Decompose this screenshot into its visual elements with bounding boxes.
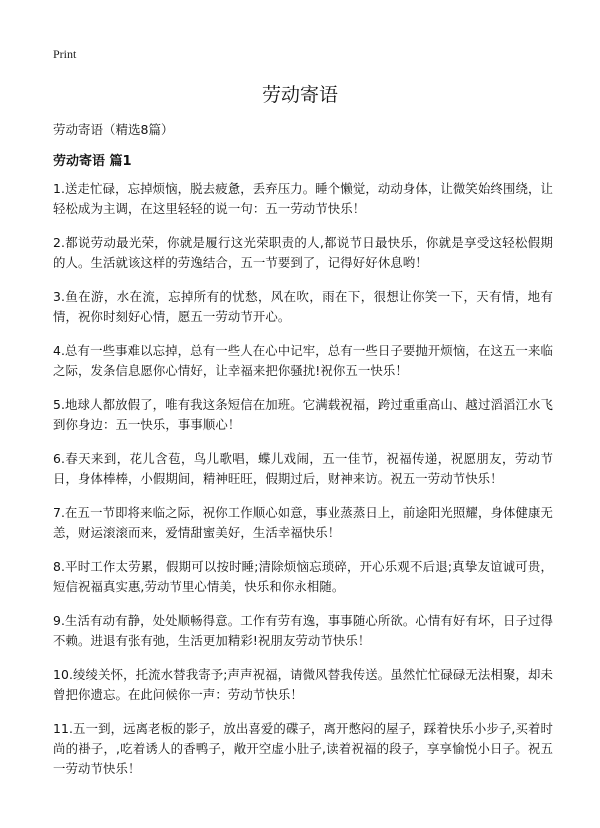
paragraph-2: 2.都说劳动最光荣，你就是履行这光荣职责的人,都说节日最快乐，你就是享受这轻松假期的人。生活就该这样的劳逸结合，五一节要到了，记得好好休息哟！ (53, 235, 553, 270)
paragraph-4: 4.总有一些事难以忘掉，总有一些人在心中记牢，总有一些日子要抛开烦恼，在这五一来临之际，发条信息愿你心情好，让幸福来把你骚扰!祝你五一快乐！ (53, 343, 553, 378)
paragraph-11: 11.五一到，远离老板的影子，放出喜爱的碟子，离开憋闷的屋子，踩着快乐小步子,买着时尚的褂子，,吃着诱人的香鸭子，敞开空虚小肚子,读着祝福的段子，享享愉悦小日子。祝五一劳动节快乐！ (53, 721, 553, 776)
paragraph-10: 10.绫绫关怀，托流水替我寄予;声声祝福，请微风替我传送。虽然忙忙碌碌无法相聚，却未曾把你遗忘。在此问候你一声：劳动节快乐！ (53, 667, 553, 702)
paragraph-6: 6.春天来到，花儿含苞，鸟儿歌唱，蝶儿戏闹，五一佳节，祝福传递，祝愿朋友，劳动节日，身体棒棒，小假期间，精神旺旺，假期过后，财神来访。祝五一劳动节快乐！ (53, 451, 553, 486)
paragraph-3: 3.鱼在游，水在流，忘掉所有的忧愁，风在吹，雨在下，很想让你笑一下，天有情，地有情，祝你时刻好心情，愿五一劳动节开心。 (53, 289, 553, 324)
paragraph-9: 9.生活有动有静，处处顺畅得意。工作有劳有逸，事事随心所欲。心情有好有坏，日子过得不赖。进退有张有弛，生活更加精彩!祝朋友劳动节快乐！ (53, 613, 553, 648)
paragraph-7: 7.在五一节即将来临之际，祝你工作顺心如意，事业蒸蒸日上，前途阳光照耀，身体健康无恙，财运滚滚而来，爱情甜蜜美好，生活幸福快乐！ (53, 505, 553, 540)
paragraph-8: 8.平时工作太劳累，假期可以按时睡;清除烦恼忘琐碎，开心乐观不后退;真挚友谊诚可贵，短信祝福真实惠,劳动节里心情美，快乐和你永相随。 (53, 559, 553, 594)
print-link[interactable]: Print (53, 47, 77, 61)
paragraph-1: 1.送走忙碌，忘掉烦恼，脱去疲惫，丢弃压力。睡个懒觉，动动身体，让微笑始终围绕，让轻松成为主调，在这里轻轻的说一句：五一劳动节快乐！ (53, 181, 553, 216)
document-subtitle: 劳动寄语（精选8篇） (53, 122, 174, 137)
section-heading: 劳动寄语 篇1 (53, 154, 132, 169)
page-title: 劳动寄语 (261, 84, 338, 106)
paragraph-5: 5.地球人都放假了，唯有我这条短信在加班。它满载祝福，跨过重重高山、越过滔滔江水飞到你身边：五一快乐，事事顺心！ (53, 397, 553, 432)
article-body (53, 179, 553, 793)
